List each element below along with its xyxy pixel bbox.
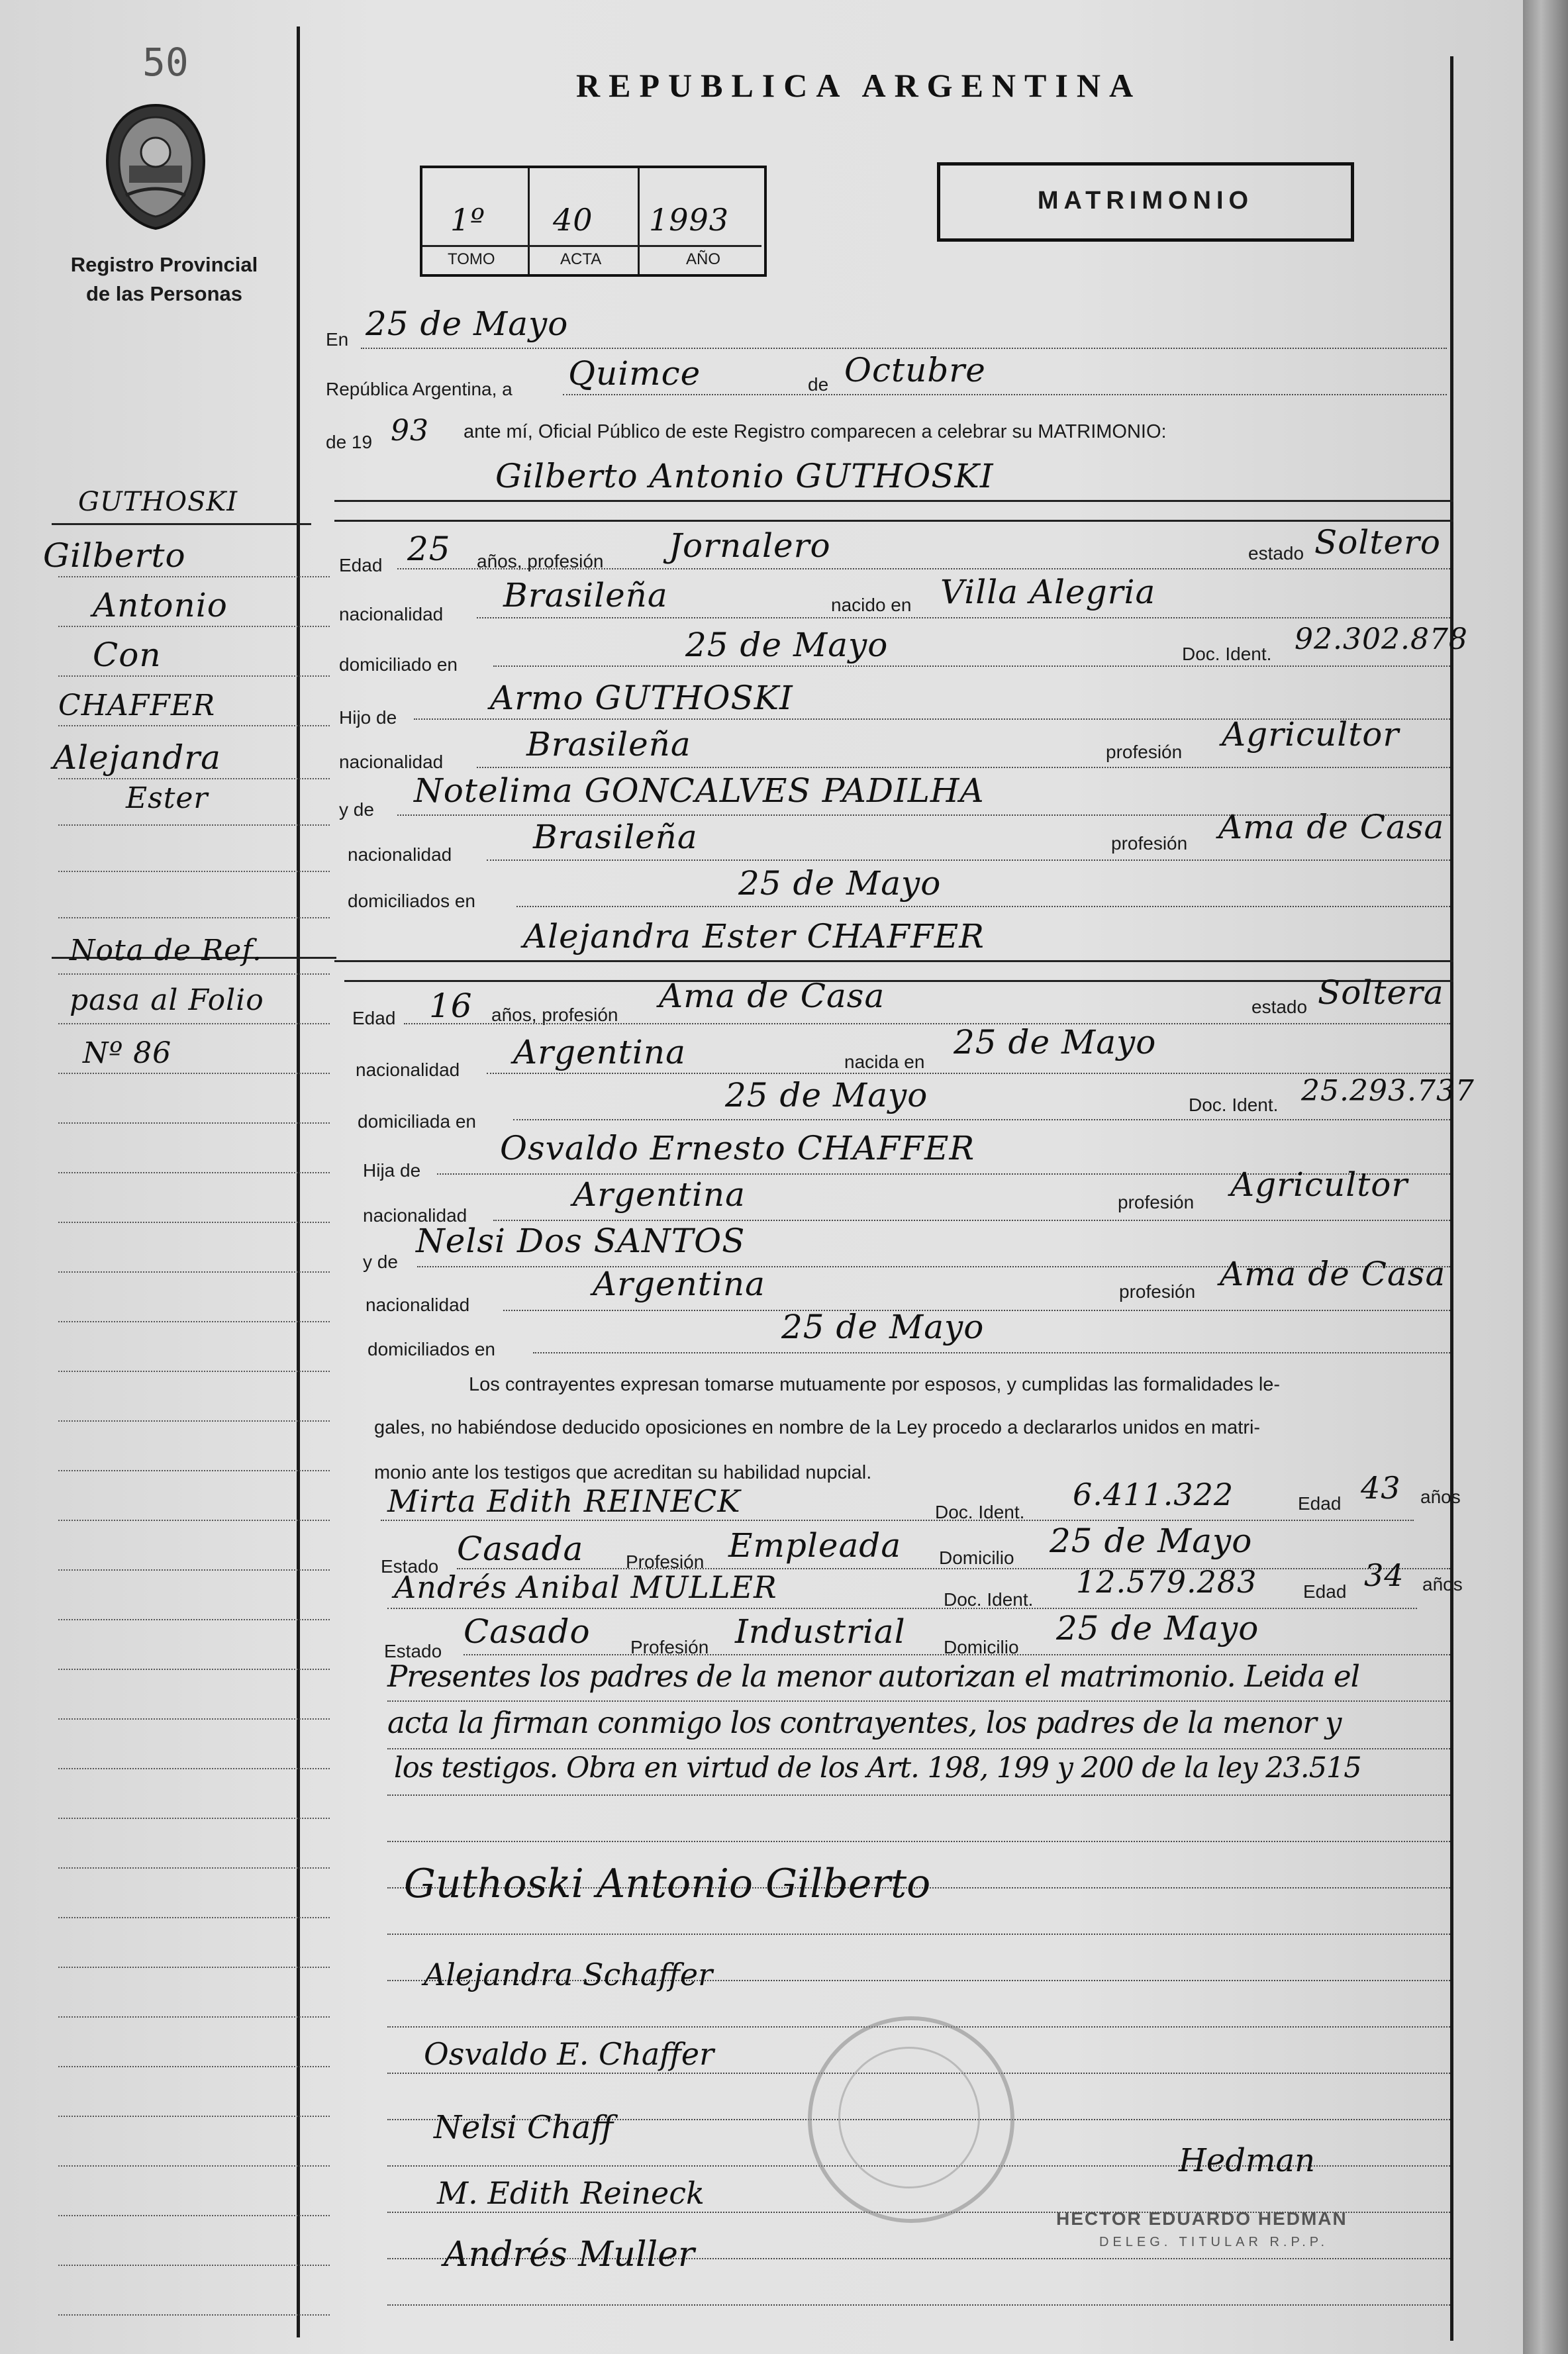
groom-doc-id: 92.302.878 (1295, 622, 1468, 656)
section-rule (334, 520, 1453, 522)
margin-dotted-rule (58, 1122, 330, 1124)
margin-rule (52, 523, 311, 525)
groom-status: Soltero (1314, 523, 1442, 562)
groom-nacido-label: nacido en (831, 595, 912, 615)
bride-dotted-rule (493, 1220, 1450, 1221)
signature-groom: Guthoski Antonio Gilberto (404, 1861, 931, 1907)
section-rule (334, 960, 1453, 962)
notes-line: Presentes los padres de la menor autorizan el matrimonio. Leida el (387, 1659, 1359, 1694)
groom-doc-label: Doc. Ident. (1182, 644, 1272, 664)
bride-mother: Nelsi Dos SANTOS (416, 1222, 746, 1260)
groom-name: Gilberto Antonio GUTHOSKI (495, 457, 994, 495)
groom-mother-prof-label: profesión (1111, 833, 1188, 854)
witness2-name: Andrés Anibal MULLER (394, 1569, 777, 1605)
intro-text: ante mí, Oficial Público de este Registro comparecen a celebrar su MATRIMONIO: (464, 421, 1167, 442)
bride-nat-label: nacionalidad (356, 1059, 460, 1080)
margin-dotted-rule (58, 1023, 330, 1024)
section-rule (344, 980, 1453, 982)
bride-father-nationality: Argentina (573, 1175, 746, 1214)
margin-dotted-rule (58, 871, 330, 872)
signature-witness1: M. Edith Reineck (437, 2175, 705, 2211)
witness2-status: Casado (464, 1612, 591, 1651)
groom-yde-label: y de (339, 799, 374, 820)
witness2-profession: Industrial (735, 1612, 906, 1651)
groom-birthplace: Villa Alegria (940, 573, 1156, 611)
bride-mother-nationality: Argentina (593, 1265, 765, 1303)
bride-dotted-rule (513, 1119, 1450, 1120)
groom-father-profession: Agricultor (1222, 715, 1400, 754)
groom-nationality: Brasileña (503, 576, 668, 614)
margin-dotted-rule (58, 1470, 330, 1471)
groom-parents-domicile: 25 de Mayo (738, 864, 942, 903)
witness2-edad-label: Edad (1303, 1581, 1347, 1602)
record-box-divider (528, 168, 530, 274)
bride-father-profession: Agricultor (1230, 1165, 1408, 1204)
groom-age: 25 (407, 530, 451, 568)
groom-father-prof-label: profesión (1106, 742, 1183, 762)
bride-doc-label: Doc. Ident. (1189, 1095, 1279, 1115)
groom-edad-label: Edad (339, 555, 383, 575)
groom-dotted-rule (493, 665, 1450, 667)
witness2-domicile: 25 de Mayo (1056, 1609, 1259, 1647)
margin-note-line: pasa al Folio (70, 983, 264, 1017)
tomo-label: TOMO (448, 250, 495, 268)
bride-parents-domicile: 25 de Mayo (781, 1308, 985, 1346)
witness2-prof-label: Profesión (630, 1637, 709, 1657)
doc-type: MATRIMONIO (1037, 187, 1254, 215)
signature-bride-father: Osvaldo E. Chaffer (424, 2036, 714, 2072)
margin-dotted-rule (58, 1420, 330, 1422)
bride-status: Soltera (1318, 973, 1444, 1012)
anio-value: 1993 (649, 202, 730, 238)
margin-dotted-rule (58, 2314, 330, 2316)
officer-title: DELEG. TITULAR R.P.P. (1099, 2235, 1329, 2249)
intro-de-year-label: de 19 (326, 432, 373, 452)
witness1-doc-id: 6.411.322 (1073, 1477, 1234, 1512)
groom-domicile: 25 de Mayo (685, 626, 889, 664)
witness1-prof-label: Profesión (626, 1551, 705, 1572)
margin-name-line: Gilberto (43, 536, 186, 575)
witness1-estado-label: Estado (381, 1556, 439, 1577)
signature-dotted-rule (387, 1934, 1450, 1935)
witness-dotted-rule (464, 1654, 1450, 1655)
groom-dotted-rule (397, 568, 1450, 569)
officer-name: HECTOR EDUARDO HEDMAN (1056, 2208, 1348, 2229)
margin-dotted-rule (58, 2016, 330, 2018)
groom-dotted-rule (477, 767, 1450, 768)
witness2-doc-label: Doc. Ident. (944, 1589, 1034, 1610)
margin-dotted-rule (58, 917, 330, 918)
bride-parents-dom-label: domiciliados en (368, 1339, 495, 1359)
witness2-dom-label: Domicilio (944, 1637, 1019, 1657)
bride-nacida-label: nacida en (844, 1052, 925, 1072)
groom-dom-label: domiciliado en (339, 654, 458, 675)
bride-anos-label: años, profesión (491, 1005, 618, 1025)
margin-dotted-rule (58, 1669, 330, 1670)
groom-hijo-label: Hijo de (339, 707, 397, 728)
groom-profession: Jornalero (669, 526, 831, 565)
margin-dotted-rule (58, 1917, 330, 1918)
registry-name: Registro Provincial de las Personas (70, 253, 258, 305)
binding-edge (1523, 0, 1568, 2354)
bride-mother-nat-label: nacionalidad (366, 1295, 470, 1315)
bride-father-nat-label: nacionalidad (363, 1205, 467, 1226)
registry-seal-stamp (808, 2016, 1014, 2223)
margin-dotted-rule (58, 973, 330, 975)
intro-dotted-rule (563, 394, 1447, 395)
margin-dotted-rule (58, 1569, 330, 1571)
tomo-value: 1º (450, 202, 485, 238)
margin-dotted-rule (58, 2265, 330, 2266)
bride-profession: Ama de Casa (659, 977, 885, 1015)
margin-name-line: Con (93, 636, 162, 674)
margin-dotted-rule (58, 2116, 330, 2117)
witness1-edad-label: Edad (1298, 1493, 1342, 1514)
margin-dotted-rule (58, 1967, 330, 1968)
province-emblem-icon (99, 103, 212, 232)
bride-birthplace: 25 de Mayo (954, 1023, 1157, 1061)
bride-estado-label: estado (1251, 997, 1308, 1017)
notes-line: acta la firman conmigo los contrayentes, los padres de la menor y (387, 1705, 1342, 1740)
margin-name-line: Antonio (93, 586, 228, 624)
margin-dotted-rule (58, 778, 330, 779)
bride-mother-profession: Ama de Casa (1220, 1255, 1446, 1293)
intro-dotted-rule (361, 348, 1447, 349)
groom-mother-nationality: Brasileña (533, 818, 698, 856)
groom-father: Armo GUTHOSKI (490, 679, 793, 717)
signature-witness2: Andrés Muller (444, 2235, 695, 2275)
header-title: REPUBLICA ARGENTINA (576, 67, 1142, 104)
notes-dotted-rule (387, 1748, 1450, 1749)
bride-yde-label: y de (363, 1251, 398, 1272)
witness1-dom-label: Domicilio (939, 1547, 1014, 1568)
declaration-line: Los contrayentes expresan tomarse mutuamente por esposos, y cumplidas las formalidades le- (469, 1374, 1281, 1395)
notes-dotted-rule (387, 1700, 1450, 1702)
witness1-status: Casada (457, 1530, 584, 1568)
acta-label: ACTA (560, 250, 602, 268)
witness2-estado-label: Estado (384, 1641, 442, 1661)
groom-mother: Notelima GONCALVES PADILHA (414, 771, 985, 810)
margin-dotted-rule (58, 2165, 330, 2167)
witness1-age: 43 (1361, 1470, 1401, 1506)
groom-dotted-rule (516, 906, 1450, 907)
intro-de-label: de (808, 374, 829, 395)
margin-dotted-rule (58, 725, 330, 726)
witness-dotted-rule (387, 1608, 1417, 1609)
margin-dotted-rule (58, 675, 330, 677)
bride-age: 16 (429, 987, 473, 1025)
bride-father: Osvaldo Ernesto CHAFFER (500, 1129, 975, 1167)
witness1-domicile: 25 de Mayo (1050, 1522, 1253, 1560)
margin-dotted-rule (58, 1619, 330, 1620)
signature-bride-mother: Nelsi Chaff (434, 2109, 614, 2146)
groom-anos-label: años, profesión (477, 551, 604, 571)
intro-month: Octubre (844, 351, 986, 389)
bride-name: Alejandra Ester CHAFFER (523, 917, 985, 956)
intro-en-label: En (326, 329, 349, 350)
anio-label: AÑO (686, 250, 721, 268)
bride-doc-id: 25.293.737 (1301, 1074, 1475, 1108)
margin-dotted-rule (58, 1222, 330, 1223)
groom-mother-nat-label: nacionalidad (348, 844, 452, 865)
margin-name-line: Ester (126, 781, 209, 815)
margin-dotted-rule (58, 824, 330, 826)
margin-dotted-rule (58, 2215, 330, 2216)
margin-dotted-rule (58, 1768, 330, 1769)
margin-dotted-rule (58, 1271, 330, 1273)
margin-surname: GUTHOSKI (78, 487, 238, 517)
margin-dotted-rule (58, 1073, 330, 1074)
section-rule (334, 500, 1453, 502)
page-number: 50 (142, 40, 189, 85)
intro-day: Quimce (568, 354, 701, 393)
bride-edad-label: Edad (352, 1008, 396, 1028)
groom-father-nat-label: nacionalidad (339, 752, 444, 772)
intro-republica-label: República Argentina, a (326, 379, 513, 399)
notes-dotted-rule (387, 1841, 1450, 1842)
intro-year-suffix: 93 (391, 414, 429, 448)
witness2-anos-label: años (1422, 1574, 1463, 1594)
officer-signature: Hedman (1179, 2142, 1316, 2179)
bride-mother-prof-label: profesión (1119, 1281, 1196, 1302)
acta-value: 40 (553, 202, 593, 238)
bride-nationality: Argentina (513, 1033, 686, 1071)
margin-name-line: CHAFFER (58, 689, 216, 722)
record-box-divider (638, 168, 640, 274)
witness1-profession: Empleada (728, 1526, 902, 1565)
groom-estado-label: estado (1248, 543, 1304, 564)
intro-place: 25 de Mayo (366, 305, 569, 343)
left-margin-rule (297, 26, 300, 2337)
margin-dotted-rule (58, 576, 330, 577)
notes-line: los testigos. Obra en virtud de los Art. 198, 199 y 200 de la ley 23.515 (394, 1751, 1361, 1785)
bride-hija-label: Hija de (363, 1160, 421, 1181)
margin-dotted-rule (58, 1818, 330, 1819)
signature-dotted-rule (387, 2304, 1450, 2306)
margin-dotted-rule (58, 1321, 330, 1322)
declaration-line: gales, no habiéndose deducido oposiciones en nombre de la Ley procedo a declararlos unidos en matri- (374, 1417, 1261, 1438)
margin-name-line: Alejandra (53, 738, 221, 777)
margin-dotted-rule (58, 1371, 330, 1372)
groom-dotted-rule (487, 859, 1450, 861)
groom-parents-dom-label: domiciliados en (348, 891, 475, 911)
bride-domicile: 25 de Mayo (725, 1076, 928, 1114)
groom-dotted-rule (477, 617, 1450, 618)
margin-dotted-rule (58, 1867, 330, 1869)
bride-dotted-rule (533, 1352, 1450, 1353)
margin-dotted-rule (58, 1520, 330, 1521)
groom-nat-label: nacionalidad (339, 604, 444, 624)
margin-note-line: Nota de Ref. (70, 934, 262, 967)
witness1-anos-label: años (1420, 1487, 1461, 1507)
witness1-name: Mirta Edith REINECK (387, 1483, 741, 1519)
signature-bride: Alejandra Schaffer (424, 1957, 713, 1992)
bride-father-prof-label: profesión (1118, 1192, 1195, 1212)
witness1-doc-label: Doc. Ident. (935, 1502, 1025, 1522)
declaration-line: monio ante los testigos que acreditan su habilidad nupcial. (374, 1462, 872, 1483)
bride-dom-label: domiciliada en (358, 1111, 476, 1132)
witness2-age: 34 (1364, 1557, 1404, 1593)
record-box-rule (422, 245, 761, 247)
margin-dotted-rule (58, 2066, 330, 2067)
margin-dotted-rule (58, 1718, 330, 1720)
witness2-doc-id: 12.579.283 (1076, 1564, 1257, 1600)
margin-dotted-rule (58, 1172, 330, 1173)
margin-note-line: Nº 86 (83, 1036, 172, 1070)
groom-father-nationality: Brasileña (526, 725, 691, 763)
witness-dotted-rule (381, 1520, 1414, 1521)
bride-dotted-rule (404, 1023, 1450, 1024)
notes-dotted-rule (387, 1794, 1450, 1796)
margin-dotted-rule (58, 626, 330, 627)
groom-mother-profession: Ama de Casa (1218, 808, 1445, 846)
right-margin-rule (1450, 56, 1453, 2341)
